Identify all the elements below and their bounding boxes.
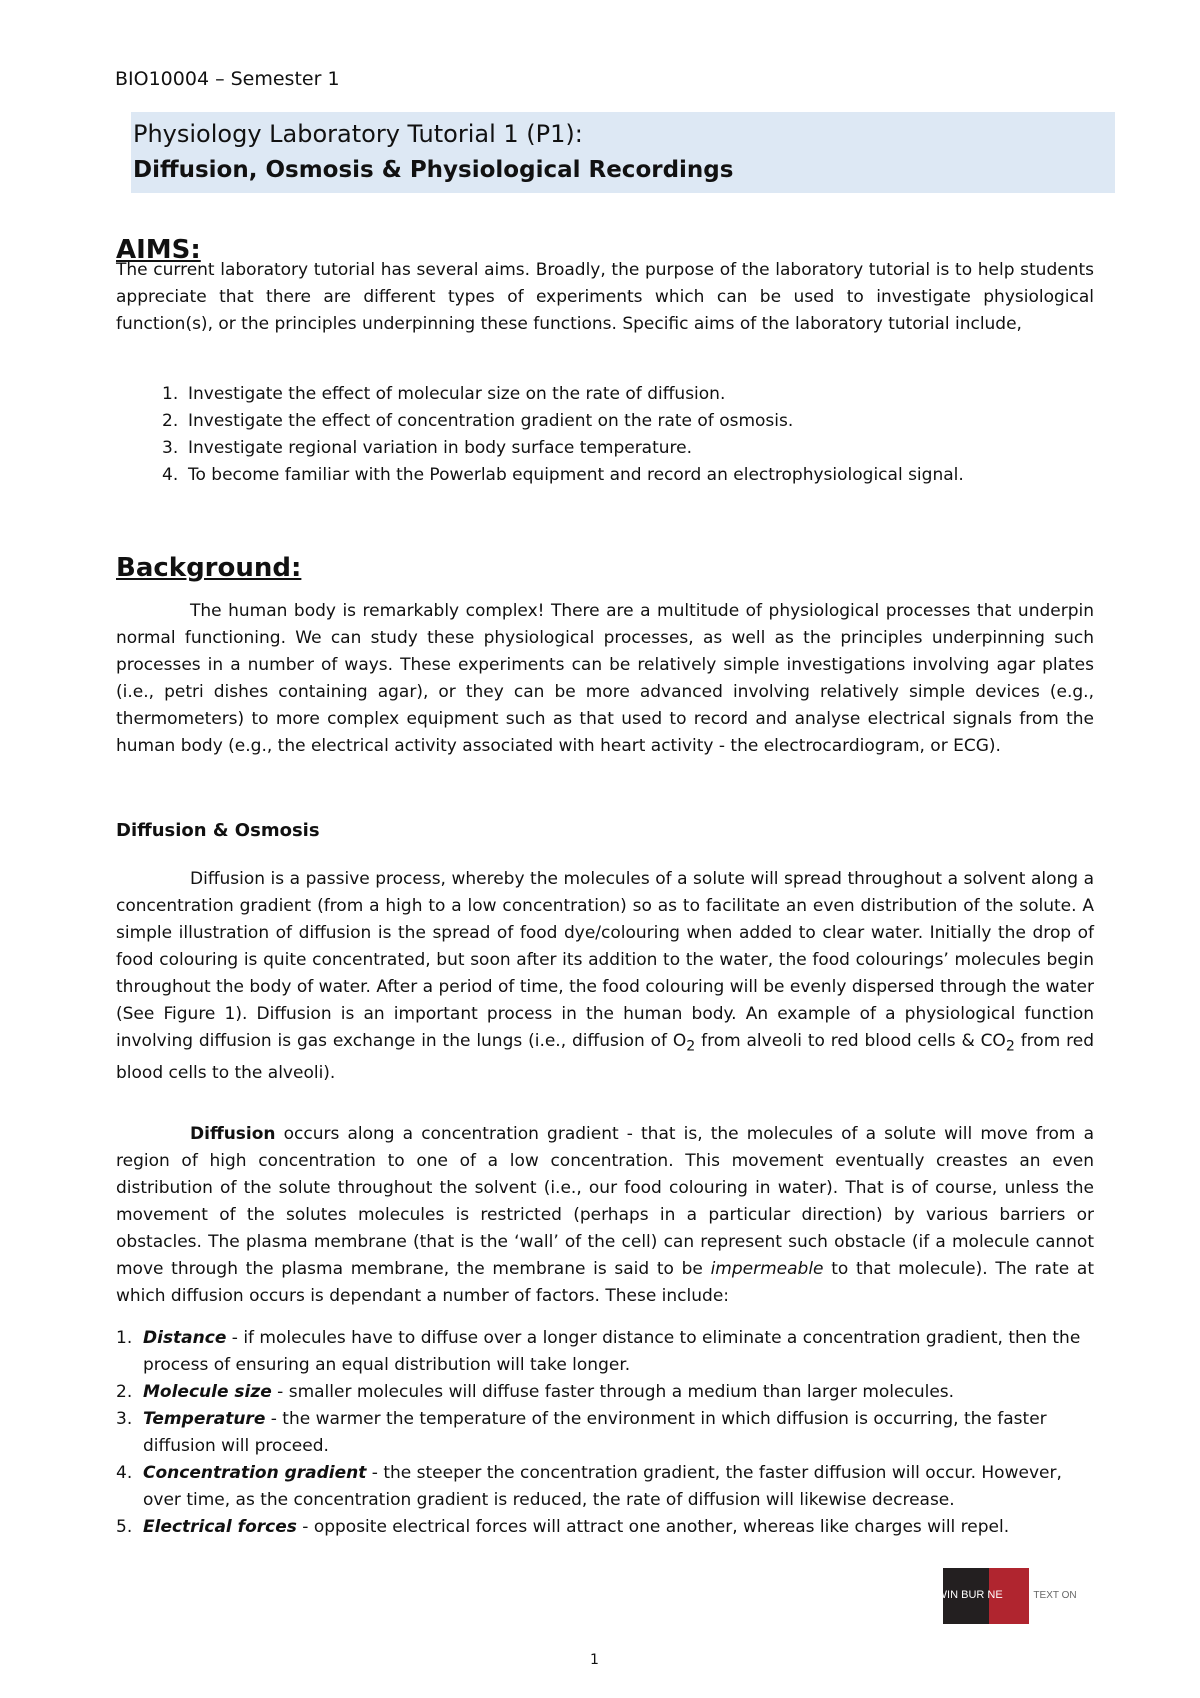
list-item: 3. Temperature - the warmer the temperature of the environment in which diffusion is occurring, the faster diffusion will proceed. (116, 1409, 1047, 1456)
background-paragraph: The human body is remarkably complex! There are a multitude of physiological processes that underpin normal functioning. We can study these physiological processes, as well as the principles underpinning such processes in a number of ways. These experiments can be relatively simple investigations involving agar plates (i.e., petri dishes containing agar), or they can be more advanced involving relatively simple devices (e.g., thermometers) to more complex equipment such as that used to record and analyse electrical signals from the human body (e.g., the electrical activity associated with heart activity - the electrocardiogram, or ECG). (116, 601, 1094, 756)
page-number: 1 (590, 1652, 599, 1668)
university-logo (929, 1565, 1081, 1627)
diffusion-factors-list (116, 1325, 1096, 1541)
list-text: Investigate regional variation in body surface temperature. (188, 438, 693, 458)
list-item (116, 381, 1096, 408)
aims-intro: The current laboratory tutorial has several aims. Broadly, the purpose of the laboratory tutorial is to help students appreciate that there are different types of experiments which can be used to investigate physiological function(s), or the principles underpinning these functions. Specific aims of the laboratory tutorial include, (116, 260, 1094, 334)
document-title: Physiology Laboratory Tutorial 1 (P1): (133, 120, 583, 148)
diffusion-paragraph-2: Diffusion occurs along a concentration gradient - that is, the molecules of a solute will move from a region of high concentration to one of a low concentration. This movement eventually creastes an even distribution of the solute throughout the solvent (i.e., our food colouring in water). That is of course, unless the movement of the solutes molecules is restricted (perhaps in a particular direction) by various barriers or obstacles. The plasma membrane (that is the ‘wall’ of the cell) can represent such obstacle (if a molecule cannot move through the plasma membrane, the membrane is said to be impermeable to that molecule). The rate at which diffusion occurs is dependant a number of factors. These include: (116, 1124, 1094, 1306)
list-item (116, 462, 1096, 489)
list-number: 3. (162, 438, 179, 458)
course-header: BIO10004 – Semester 1 (115, 68, 340, 90)
diffusion-paragraph-1: Diffusion is a passive process, whereby the molecules of a solute will spread throughout a solvent along a concentration gradient (from a high to a low concentration) so as to facilitate an even distribution of the solute. A simple illustration of diffusion is the spread of food dye/colouring when added to clear water. Initially the drop of food colouring is quite concentrated, but soon after its addition to the water, the food colourings’ molecules begin throughout the body of water. After a period of time, the food colouring will be evenly dispersed through the water (See Figure 1). Diffusion is an important process in the human body. An example of a physiological function involving diffusion is gas exchange in the lungs (i.e., diffusion of $O_2$ from alveoli to red blood cells & $CO_2$ from red blood cells to the alveoli). (116, 869, 1094, 1084)
list-text: Investigate the effect of molecular size on the rate of diffusion. (188, 384, 726, 404)
aims-list (116, 381, 1096, 489)
logo-side-text: TEXT ON (1033, 1590, 1077, 1601)
list-item: 1. Distance - if molecules have to diffuse over a longer distance to eliminate a concentration gradient, then the process of ensuring an equal distribution will take longer. (116, 1328, 1081, 1375)
list-text: Investigate the effect of concentration gradient on the rate of osmosis. (188, 411, 794, 431)
list-item: 2. Molecule size - smaller molecules will diffuse faster through a medium than larger molecules. (116, 1382, 955, 1402)
background-heading: Background: (116, 553, 302, 583)
list-item (116, 435, 1096, 462)
subscript: 2 (686, 1038, 696, 1055)
diffusion-osmosis-heading: Diffusion & Osmosis (116, 820, 320, 841)
subscript: 2 (1005, 1038, 1015, 1055)
list-item (116, 408, 1096, 435)
logo-wordmark: SWIN BUR NE (929, 1589, 1003, 1601)
list-number: 4. (162, 465, 179, 485)
list-text: To become familiar with the Powerlab equipment and record an electrophysiological signal. (188, 465, 964, 485)
document-subtitle: Diffusion, Osmosis & Physiological Recordings (133, 157, 734, 183)
aims-heading: AIMS: (116, 235, 201, 265)
list-number: 1. (162, 384, 179, 404)
list-item: 5. Electrical forces - opposite electrical forces will attract one another, whereas like charges will repel. (116, 1517, 1010, 1537)
list-item: 4. Concentration gradient - the steeper the concentration gradient, the faster diffusion will occur. However, over time, as the concentration gradient is reduced, the rate of diffusion will likewise decrease. (116, 1463, 1062, 1510)
list-number: 2. (162, 411, 179, 431)
